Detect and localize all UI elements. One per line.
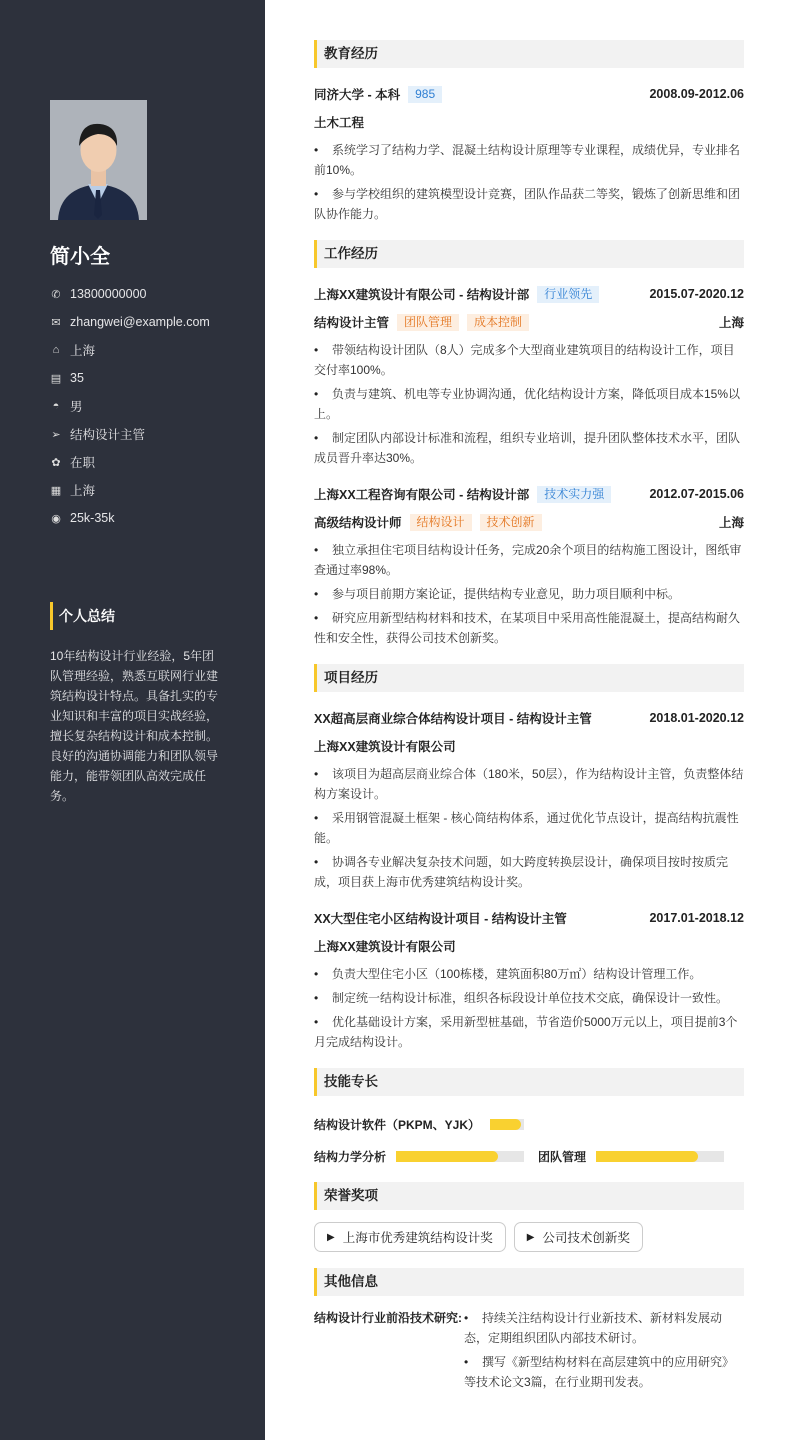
entry-subtitle: 上海XX建筑设计有限公司 [314, 940, 456, 954]
entry-sub-group [314, 313, 529, 331]
sidebar [0, 0, 265, 1440]
entry-sub-group [314, 937, 456, 955]
contact-item [50, 476, 210, 504]
skill-name: 结构力学分析 [314, 1149, 387, 1164]
contact-text: 上海 [70, 344, 96, 358]
bullet-item: • 制定团队内部设计标准和流程，组织专业培训，提升团队整体技术水平，团队成员晋升率达30%。 [314, 428, 744, 468]
section-title: 荣誉奖项 [314, 1182, 744, 1210]
awards-list [314, 1222, 744, 1252]
bullet-item: • 系统学习了结构力学、混凝土结构设计原理等专业课程，成绩优异，专业排名前10%。 [314, 140, 744, 180]
tag: 行业领先 [537, 286, 599, 303]
bullet-item: • 参与学校组织的建筑模型设计竞赛，团队作品获二等奖，锻炼了创新思维和团队协作能力。 [314, 184, 744, 224]
entry-header [314, 280, 744, 308]
entry-header [314, 904, 744, 932]
contact-text: 25k-35k [70, 511, 115, 525]
skill-bar [596, 1151, 724, 1162]
awards-section [314, 1182, 744, 1252]
contact-text: 在职 [70, 456, 96, 470]
entry-sub-group [314, 113, 364, 131]
contact-info [50, 280, 210, 532]
entry-subheader [314, 508, 744, 536]
projects-section [314, 664, 744, 1052]
contact-item [50, 364, 210, 392]
contact-item [50, 420, 210, 448]
contact-item [50, 308, 210, 336]
salary-icon: ◉ [51, 512, 61, 525]
education-section [314, 40, 744, 224]
mail-icon: ✉ [51, 316, 61, 329]
bullet-list [314, 964, 744, 1052]
bullet-list [314, 340, 744, 468]
award-item[interactable] [314, 1222, 506, 1252]
contact-text: 35 [70, 371, 84, 385]
section-title: 技能专长 [314, 1068, 744, 1096]
entry [314, 280, 744, 468]
play-icon: ▶ [526, 1231, 535, 1243]
skill-bar [490, 1119, 524, 1130]
bullet-item: • 制定统一结构设计标准，组织各标段设计单位技术交底，确保设计一致性。 [314, 988, 744, 1008]
summary-text: 10年结构设计行业经验，5年团队管理经验，熟悉互联网行业建筑结构设计特点。具备扎实的专业知识和丰富的项目实战经验，擅长复杂结构设计和成本控制。良好的沟通协调能力和团队领导能力，能带领团队高效完成任务。 [50, 649, 219, 803]
tag: 技术实力强 [537, 486, 611, 503]
section-title: 工作经历 [314, 240, 744, 268]
entry-header [314, 480, 744, 508]
candidate-name: 简小全 [50, 246, 110, 268]
entry-subheader [314, 732, 744, 760]
tag: 结构设计 [410, 514, 472, 531]
contact-text: zhangwei@example.com [70, 315, 210, 329]
entry-title-group [314, 85, 442, 103]
bullet-list [464, 1308, 744, 1396]
main-content [314, 40, 744, 1412]
summary-title: 个人总结 [50, 602, 115, 630]
play-icon: ▶ [327, 1231, 335, 1243]
skill-name: 结构设计软件（PKPM、YJK） [314, 1117, 481, 1132]
entry-title: 上海XX工程咨询有限公司 - 结构设计部 [314, 488, 530, 502]
entry-subheader [314, 108, 744, 136]
bullet-item: • 负责与建筑、机电等专业协调沟通，优化结构设计方案，降低项目成本15%以上。 [314, 384, 744, 424]
contact-text: 结构设计主管 [70, 428, 146, 442]
bullet-item: • 该项目为超高层商业综合体（180米，50层），作为结构设计主管，负责整体结构方案设计。 [314, 764, 744, 804]
award-label: 公司技术创新奖 [542, 1231, 630, 1245]
entry-title: 同济大学 - 本科 [314, 88, 401, 102]
skill-item [314, 1140, 524, 1172]
building-icon: ▦ [50, 484, 62, 497]
entry-title-group [314, 285, 599, 303]
entry [314, 480, 744, 648]
entry [314, 80, 744, 224]
other-info [314, 1308, 744, 1396]
age-icon: ▤ [50, 372, 62, 385]
entry-header [314, 80, 744, 108]
section-title: 项目经历 [314, 664, 744, 692]
entry-date: 2008.09-2012.06 [649, 87, 744, 101]
bullet-item: • 独立承担住宅项目结构设计任务，完成20余个项目的结构施工图设计，图纸审查通过率98%。 [314, 540, 744, 580]
contact-text: 上海 [70, 484, 96, 498]
contact-item [50, 392, 210, 420]
bullet-list [314, 140, 744, 224]
bullet-item: • 优化基础设计方案，采用新型桩基础，节省造价5000万元以上，项目提前3个月完成结构设计。 [314, 1012, 744, 1052]
entry-date: 2012.07-2015.06 [649, 487, 744, 501]
tag: 技术创新 [480, 514, 542, 531]
home-icon: ⌂ [52, 344, 60, 356]
tag: 985 [408, 86, 442, 103]
entry-subheader [314, 308, 744, 336]
contact-text: 13800000000 [70, 287, 147, 301]
entry-subtitle: 上海XX建筑设计有限公司 [314, 740, 456, 754]
contact-item [50, 504, 210, 532]
other-section [314, 1268, 744, 1396]
bullet-item: • 参与项目前期方案论证，提供结构专业意见，助力项目顺利中标。 [314, 584, 744, 604]
contact-text: 男 [70, 400, 83, 414]
skill-bar-fill [490, 1119, 521, 1130]
entry-title-group [314, 709, 592, 727]
tag: 成本控制 [467, 314, 529, 331]
entry-date: 2015.07-2020.12 [649, 287, 744, 301]
entry-title-group [314, 485, 611, 503]
skill-bar-fill [396, 1151, 498, 1162]
entry [314, 904, 744, 1052]
contact-item [50, 280, 210, 308]
skills-list [314, 1108, 744, 1172]
bullet-list [314, 540, 744, 648]
work-section [314, 240, 744, 648]
entry-subheader [314, 932, 744, 960]
entry-title-group [314, 909, 567, 927]
bullet-item: • 采用钢管混凝土框架 - 核心筒结构体系，通过优化节点设计，提高结构抗震性能。 [314, 808, 744, 848]
entry [314, 704, 744, 892]
bullet-item: • 带领结构设计团队（8人）完成多个大型商业建筑项目的结构设计工作，项目交付率100%。 [314, 340, 744, 380]
other-label: 结构设计行业前沿技术研究: [314, 1311, 462, 1325]
contact-item [50, 448, 210, 476]
entry-title: XX超高层商业综合体结构设计项目 - 结构设计主管 [314, 712, 592, 726]
bullet-item: • 研究应用新型结构材料和技术，在某项目中采用高性能混凝土，提高结构耐久性和安全性，获得公司技术创新奖。 [314, 608, 744, 648]
entry-date: 2018.01-2020.12 [649, 711, 744, 725]
award-item[interactable] [514, 1222, 643, 1252]
status-icon: ✿ [51, 456, 61, 469]
skill-item [538, 1140, 724, 1172]
entry-sub-group [314, 737, 456, 755]
bullet-item: • 负责大型住宅小区（100栋楼，建筑面积80万㎡）结构设计管理工作。 [314, 964, 744, 984]
bullet-item: • 持续关注结构设计行业新技术、新材料发展动态，定期组织团队内部技术研讨。 [464, 1308, 744, 1348]
gender-icon: ◓ [52, 400, 60, 412]
entry-title: XX大型住宅小区结构设计项目 - 结构设计主管 [314, 912, 567, 926]
bullet-item: • 撰写《新型结构材料在高层建筑中的应用研究》等技术论文3篇，在行业期刊发表。 [464, 1352, 744, 1392]
entry-sub-group [314, 513, 542, 531]
entry-date: 2017.01-2018.12 [649, 911, 744, 925]
skill-item [314, 1108, 524, 1140]
award-label: 上海市优秀建筑结构设计奖 [342, 1231, 493, 1245]
entry-location: 上海 [718, 516, 744, 530]
contact-item [50, 336, 210, 364]
bullet-list [314, 764, 744, 892]
section-title: 教育经历 [314, 40, 744, 68]
entry-title: 上海XX建筑设计有限公司 - 结构设计部 [314, 288, 530, 302]
entry-header [314, 704, 744, 732]
entry-subtitle: 土木工程 [314, 116, 365, 130]
entry-subtitle: 高级结构设计师 [314, 516, 402, 530]
bullet-item: • 协调各专业解决复杂技术问题，如大跨度转换层设计，确保项目按时按质完成，项目获上海市优秀建筑结构设计奖。 [314, 852, 744, 892]
skill-bar [396, 1151, 524, 1162]
entry-subtitle: 结构设计主管 [314, 316, 390, 330]
skills-section [314, 1068, 744, 1172]
tag: 团队管理 [397, 314, 459, 331]
section-title: 其他信息 [314, 1268, 744, 1296]
skill-bar-fill [596, 1151, 698, 1162]
phone-icon: ✆ [51, 288, 61, 301]
skill-name: 团队管理 [538, 1149, 587, 1164]
entry-location: 上海 [718, 316, 744, 330]
position-icon: ➢ [51, 428, 61, 441]
avatar [50, 100, 147, 220]
